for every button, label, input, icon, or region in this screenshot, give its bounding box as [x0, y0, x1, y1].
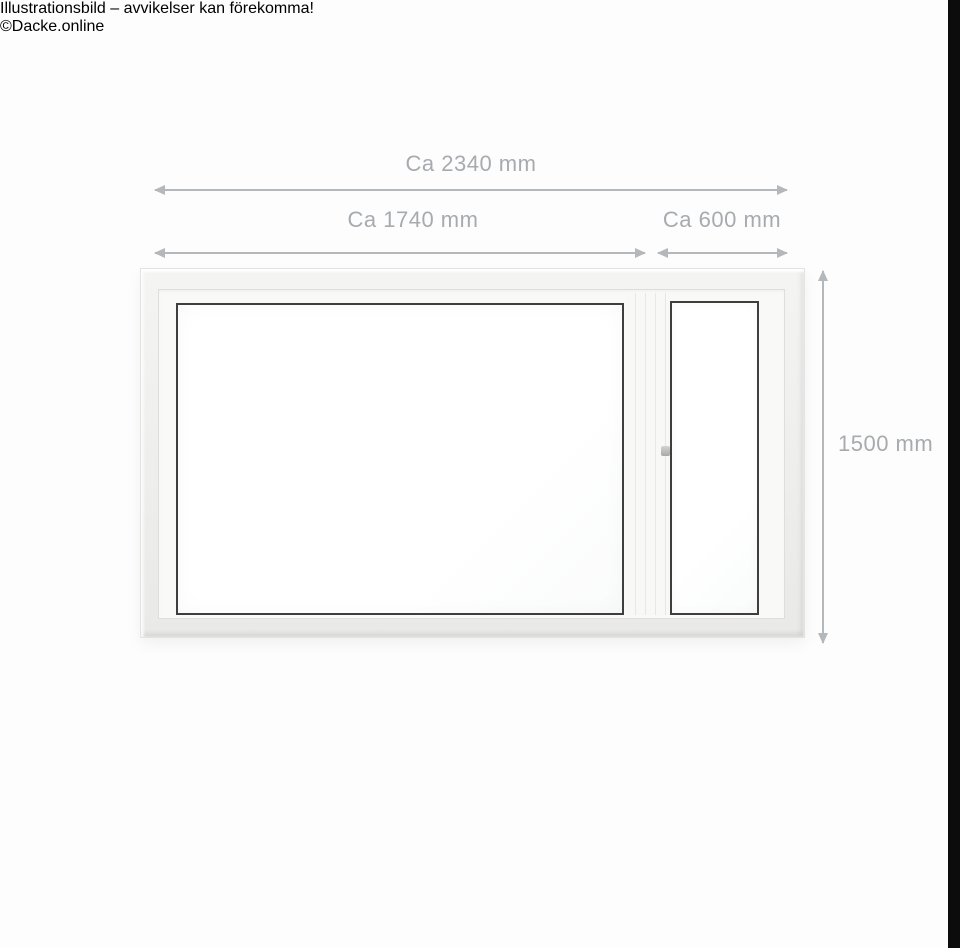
right-section-width-arrow-icon [658, 252, 787, 254]
casement-glass [670, 301, 759, 615]
right-section-width-dimension-label: Ca 600 mm [662, 207, 782, 232]
handle-knob [661, 446, 670, 456]
right-edge-black-bar [948, 0, 960, 948]
handle-stem [662, 457, 668, 480]
total-width-dimension-label: Ca 2340 mm [405, 151, 537, 176]
fixed-pane-glass [176, 303, 624, 615]
disclaimer-text: Illustrationsbild – avvikelser kan förekomma! [0, 0, 314, 17]
copyright-credit-text: ©Dacke.online [0, 18, 105, 35]
height-dimension-label: 1500 mm [838, 431, 934, 456]
left-section-width-dimension-label: Ca 1740 mm [347, 207, 479, 232]
casement-handle-icon [659, 446, 671, 480]
left-section-width-arrow-icon [155, 252, 645, 254]
total-width-arrow-icon [155, 189, 787, 191]
height-arrow-icon [822, 271, 824, 643]
